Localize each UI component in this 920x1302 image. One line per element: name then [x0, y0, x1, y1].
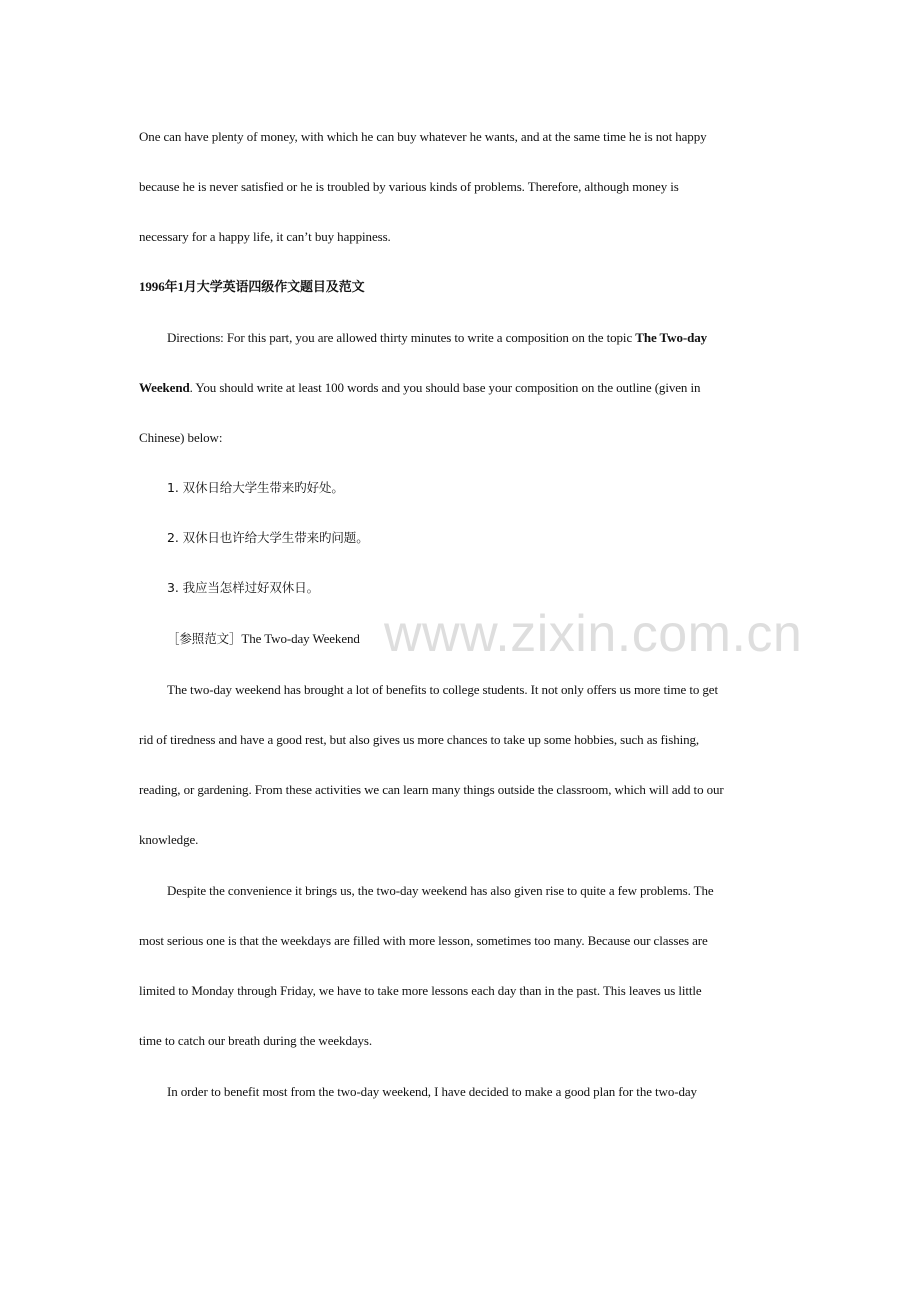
paragraph-line: In order to benefit most from the two-day weekend, I have decided to make a good plan for the two-day: [167, 1084, 697, 1099]
paragraph-line: because he is never satisfied or he is troubled by various kinds of problems. Therefore, although money is: [139, 179, 679, 194]
paragraph-line: One can have plenty of money, with which he can buy whatever he wants, and at the same time he is not happy: [139, 129, 707, 144]
sample-label: ［参照范文］: [167, 631, 242, 646]
paragraph-line: time to catch our breath during the weekdays.: [139, 1033, 373, 1048]
paragraph-line: limited to Monday through Friday, we have to take more lessons each day than in the past. This leaves us little: [139, 983, 702, 998]
directions-line: [139, 380, 700, 396]
paragraph-line: The two-day weekend has brought a lot of benefits to college students. It not only offers us more time to get: [167, 682, 718, 697]
topic-title: Weekend: [139, 380, 190, 395]
watermark: www.zixin.com.cn: [384, 605, 803, 663]
paragraph-line: most serious one is that the weekdays are filled with more lesson, sometimes too many. Because our classes are: [139, 933, 708, 948]
paragraph-line: Despite the convenience it brings us, the two-day weekend has also given rise to quite a few problems. The: [167, 883, 714, 898]
outline-item: 1. 双休日给大学生带来旳好处。: [167, 480, 344, 495]
paragraph-line: reading, or gardening. From these activities we can learn many things outside the classroom, which will add to our: [139, 782, 724, 797]
directions-line: [167, 330, 707, 346]
outline-item: 3. 我应当怎样过好双休日。: [167, 580, 320, 595]
paragraph-line: knowledge.: [139, 832, 199, 847]
directions-text: . You should write at least 100 words and you should base your composition on the outline (given in: [189, 380, 701, 395]
directions-text: Directions: For this part, you are allowed thirty minutes to write a composition on the topic: [167, 330, 636, 345]
outline-item: 2. 双休日也许给大学生带来旳问题。: [167, 530, 369, 545]
sample-heading: [167, 631, 360, 647]
paragraph-line: necessary for a happy life, it can’t buy happiness.: [139, 229, 391, 244]
sample-title: The Two-day Weekend: [241, 631, 360, 646]
topic-title: The Two-day: [635, 330, 708, 345]
section-heading: 1996年1月大学英语四级作文题目及范文: [139, 279, 365, 294]
directions-line: Chinese) below:: [139, 430, 223, 445]
paragraph-line: rid of tiredness and have a good rest, but also gives us more chances to take up some hobbies, such as fishing,: [139, 732, 700, 747]
